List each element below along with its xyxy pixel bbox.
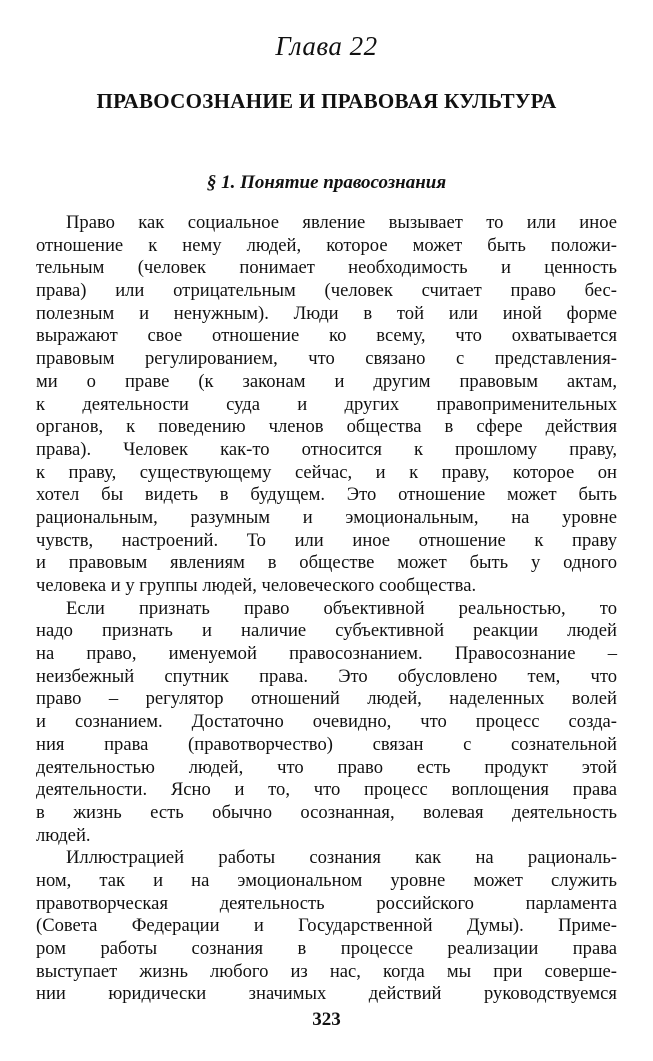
text-line: правовым регулированием, что связано с представления-	[36, 348, 617, 370]
text-line: ми о праве (к законам и другим правовым актам,	[36, 370, 617, 392]
text-line: выступает жизнь любого из нас, когда мы при соверше-	[36, 960, 617, 982]
text-line: и сознанием. Достаточно очевидно, что процесс созда-	[36, 711, 617, 733]
text-line: ния права (правотворчество) связан с сознательной	[36, 733, 617, 755]
text-line: деятельности. Ясно и то, что процесс воплощения права	[36, 779, 617, 801]
text-line: Право как социальное явление вызывает то или иное	[66, 212, 617, 233]
text-line: Иллюстрацией работы сознания как на рациональ-	[66, 847, 617, 869]
text-line: нии юридически значимых действий руководствуемся	[36, 983, 617, 1005]
text-line: людей.	[36, 824, 91, 846]
text-line: хотел бы видеть в будущем. Это отношение может быть	[36, 484, 617, 506]
text-line: и правовым явлениям в обществе может быть у одного	[36, 552, 617, 574]
text-line: на право, именуемой правосознанием. Правосознание –	[36, 643, 617, 665]
chapter-heading: Глава 22	[275, 31, 378, 61]
text-line: тельным (человек понимает необходимость и ценность	[36, 257, 617, 279]
text-line: человека и у группы людей, человеческого сообщества.	[36, 575, 477, 596]
text-line: надо признать и наличие субъективной реакции людей	[36, 620, 617, 642]
text-line: к деятельности суда и других правоприменительных	[36, 393, 617, 415]
text-line: права) или отрицательным (человек считает право бес-	[36, 280, 617, 302]
text-line: Если признать право объективной реальностью, то	[66, 597, 617, 619]
text-line: ном, так и на эмоциональном уровне может служить	[36, 869, 617, 891]
text-line: чувств, настроений. То или иное отношение к праву	[36, 529, 617, 551]
text-line: в жизнь есть обычно осознанная, волевая деятельность	[36, 801, 617, 823]
section-heading: § 1. Понятие правосознания	[206, 172, 447, 193]
text-line: деятельностью людей, что право есть продукт этой	[36, 756, 617, 778]
text-line: отношение к нему людей, которое может быть положи-	[36, 234, 617, 256]
text-line: выражают свое отношение ко всему, что охватывается	[36, 325, 617, 347]
text-line: неизбежный спутник права. Это обусловлено тем, что	[36, 665, 617, 687]
text-line: рациональным, разумным и эмоциональным, на уровне	[36, 506, 617, 528]
text-line: к праву, существующему сейчас, и к праву, которое он	[36, 461, 617, 483]
text-line: ром работы сознания в процессе реализации права	[36, 938, 617, 959]
chapter-title: ПРАВОСОЗНАНИЕ И ПРАВОВАЯ КУЛЬТУРА	[96, 89, 557, 113]
text-line: право – регулятор отношений людей, наделенных волей	[36, 688, 617, 710]
text-line: органов, к поведению членов общества в сфере действия	[36, 416, 617, 438]
text-line: правотворческая деятельность российского парламента	[36, 892, 617, 914]
text-line: полезным и ненужным). Люди в той или иной форме	[36, 302, 617, 324]
text-line: права). Человек как-то относится к прошлому праву,	[36, 438, 617, 460]
body-text	[36, 212, 617, 1006]
text-line: (Совета Федерации и Государственной Думы). Приме-	[36, 915, 617, 937]
page-number: 323	[312, 1009, 341, 1030]
